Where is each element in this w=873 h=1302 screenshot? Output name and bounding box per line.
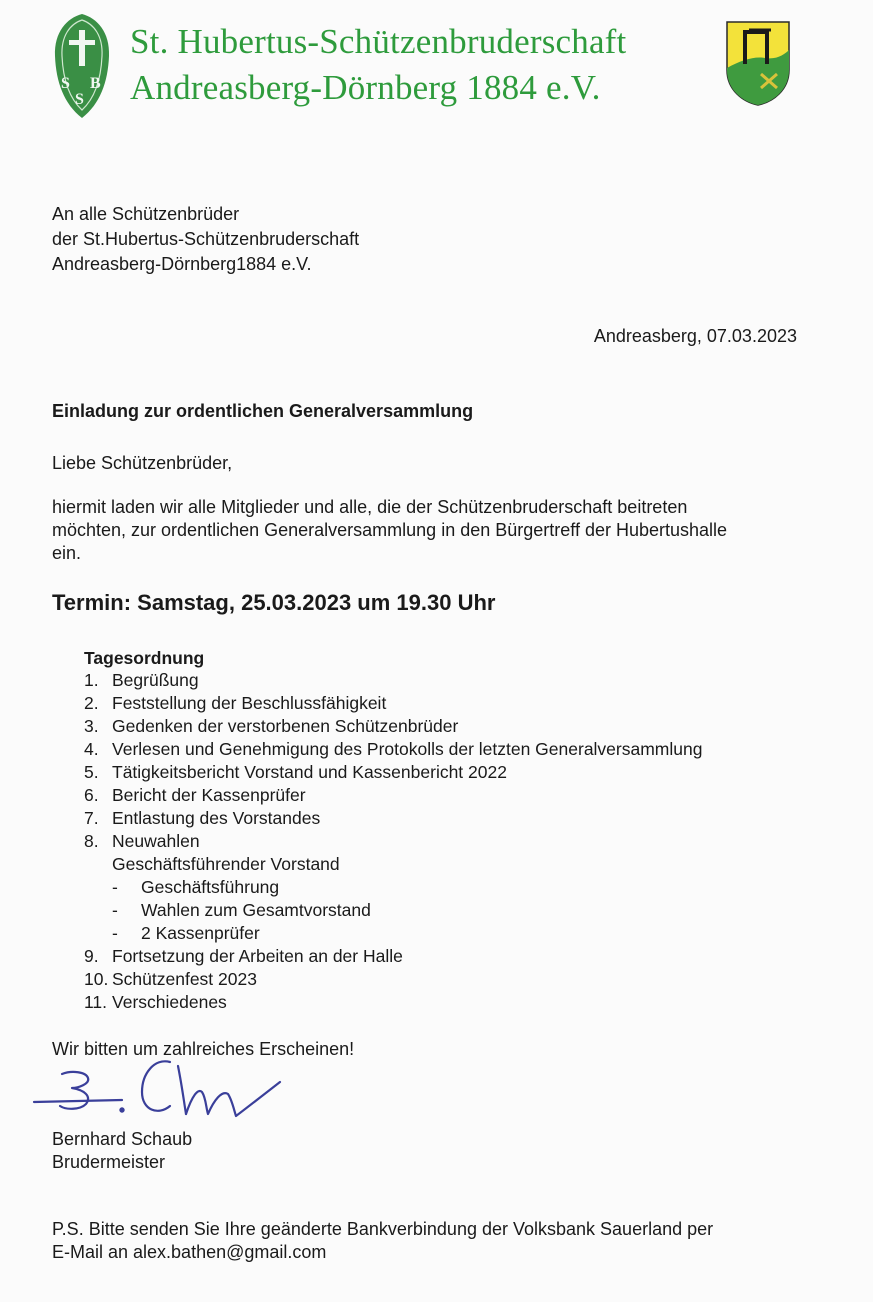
agenda-item-number: 4. <box>84 739 99 759</box>
signer-name: Bernhard Schaub <box>52 1129 193 1149</box>
ps-line2: E-Mail an alex.bathen@gmail.com <box>52 1242 327 1262</box>
agenda-bullet: - <box>112 900 118 920</box>
svg-text:B: B <box>90 75 101 92</box>
intro-line2: möchten, zur ordentlichen Generalversammlung in den Bürgertreff der Hubertushalle <box>52 520 728 540</box>
meeting-date: Termin: Samstag, 25.03.2023 um 19.30 Uhr <box>52 590 496 615</box>
agenda-item-label: Wahlen zum Gesamtvorstand <box>141 900 371 920</box>
club-name-line2: Andreasberg-Dörnberg 1884 e.V. <box>130 68 601 107</box>
intro-line1: hiermit laden wir alle Mitglieder und alle, die der Schützenbruderschaft beitreten <box>52 497 688 517</box>
agenda-bullet: - <box>112 877 118 897</box>
agenda-item-number: 8. <box>84 831 99 851</box>
salutation: Liebe Schützenbrüder, <box>52 453 233 473</box>
agenda-item-number: 2. <box>84 693 99 713</box>
agenda-item-label: Verlesen und Genehmigung des Protokolls der letzten Generalversammlung <box>112 739 703 759</box>
agenda-item-label: Entlastung des Vorstandes <box>112 808 321 828</box>
agenda-item-label: Begrüßung <box>112 670 199 690</box>
agenda-item-label: Neuwahlen <box>112 831 200 851</box>
agenda-item-number: 10. <box>84 969 109 989</box>
svg-text:S: S <box>61 75 70 92</box>
svg-text:S: S <box>75 91 84 108</box>
intro-line3: ein. <box>52 543 82 563</box>
recipient-line1: An alle Schützenbrüder <box>52 204 240 224</box>
signer-role: Brudermeister <box>52 1152 166 1172</box>
agenda-item-label: Feststellung der Beschlussfähigkeit <box>112 693 387 713</box>
agenda-item-label: Fortsetzung der Arbeiten an der Halle <box>112 946 403 966</box>
signature-image <box>30 1052 290 1132</box>
place-date: Andreasberg, 07.03.2023 <box>593 326 797 346</box>
club-emblem-icon <box>52 12 112 120</box>
agenda-item-number: 5. <box>84 762 99 782</box>
agenda-item-label: Geschäftsführung <box>141 877 280 897</box>
agenda-item-number: 9. <box>84 946 99 966</box>
agenda-item-number: 6. <box>84 785 99 805</box>
agenda-item-label: Gedenken der verstorbenen Schützenbrüder <box>112 716 459 736</box>
agenda-item-number: 7. <box>84 808 99 828</box>
agenda-item-label: Bericht der Kassenprüfer <box>112 785 306 805</box>
subject-heading: Einladung zur ordentlichen Generalversammlung <box>52 401 474 421</box>
agenda-item-label: Geschäftsführender Vorstand <box>112 854 340 874</box>
club-name-line1: St. Hubertus-Schützenbruderschaft <box>130 22 627 61</box>
recipient-line3: Andreasberg-Dörnberg1884 e.V. <box>52 254 312 274</box>
village-crest-icon <box>725 20 791 106</box>
agenda-bullet: - <box>112 923 118 943</box>
agenda-item-label: 2 Kassenprüfer <box>141 923 260 943</box>
closing-line: Wir bitten um zahlreiches Erscheinen! <box>52 1039 355 1059</box>
agenda-item-label: Tätigkeitsbericht Vorstand und Kassenbericht 2022 <box>112 762 507 782</box>
ps-line1: P.S. Bitte senden Sie Ihre geänderte Bankverbindung der Volksbank Sauerland per <box>52 1219 714 1239</box>
recipient-line2: der St.Hubertus-Schützenbruderschaft <box>52 229 360 249</box>
agenda-item-number: 11. <box>84 992 108 1012</box>
agenda-item-label: Schützenfest 2023 <box>112 969 257 989</box>
agenda-item-number: 1. <box>84 670 99 690</box>
agenda-item-number: 3. <box>84 716 99 736</box>
agenda-item-label: Verschiedenes <box>112 992 227 1012</box>
agenda-title: Tagesordnung <box>84 648 205 668</box>
